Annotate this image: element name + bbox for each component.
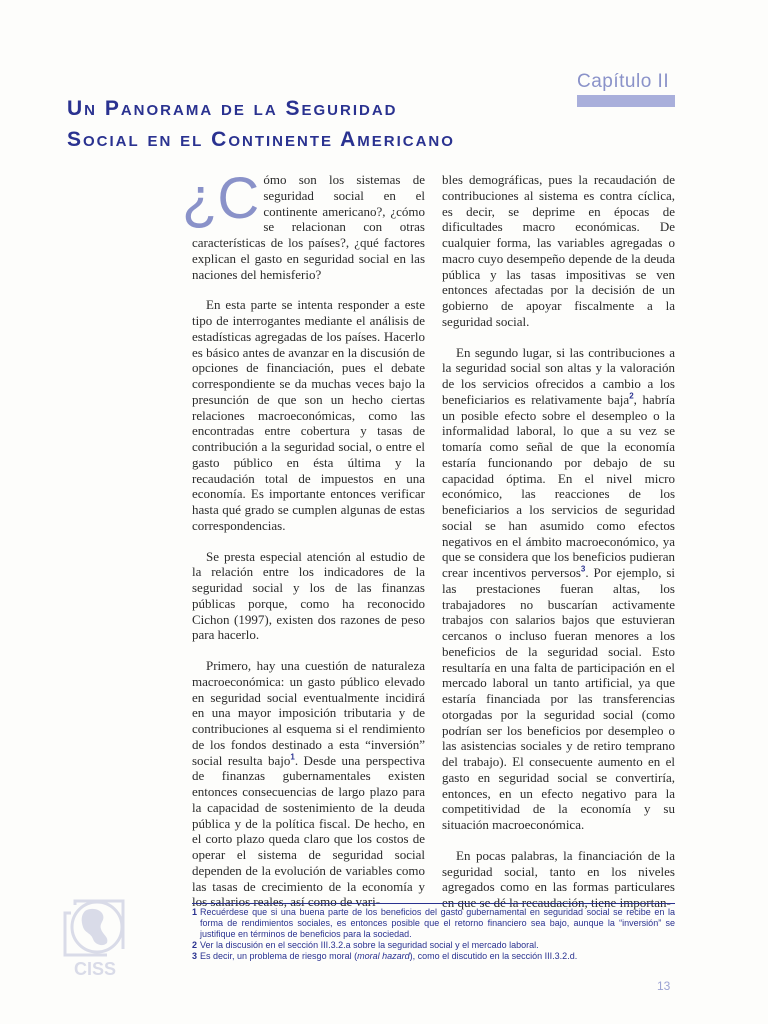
footnote-number: 1	[192, 907, 198, 917]
footnote-text	[200, 951, 577, 961]
paragraph	[192, 658, 425, 910]
footnote-text-part: ), como el discutido en la sección III.3.2.d.	[409, 951, 578, 961]
left-column	[182, 166, 426, 925]
page-number: 13	[657, 979, 671, 993]
footnote-ref-1[interactable]: 1	[290, 752, 295, 762]
paragraph-text: Primero, hay una cuestión de naturaleza macroeconómica: un gasto público elevado en seguridad social eventualmente incidirá en una mayor imposición tributaria y de contribuciones al esquema si el rendimiento de los fondos destinado a esta “inversión” social resulta bajo	[192, 658, 425, 768]
paragraph-text: En segundo lugar, si las contribuciones a la seguridad social son altas y la valoración de los servicios ofrecidos a cambio a los beneficiarios es relativamente baja	[442, 344, 675, 407]
paragraph: Se presta especial atención al estudio de la relación entre los indicadores de la seguridad social y los de las finanzas públicas porque, como ha reconocido Cichon (1997), existen dos razones de peso para hacerlo.	[192, 548, 425, 643]
footnote-2	[192, 940, 675, 951]
paragraph: En pocas palabras, la financiación de la seguridad social, tanto en los niveles agregados como en las formas particulares en que se dé la recaudación, tiene importan-	[442, 847, 675, 910]
footnote-1	[192, 907, 675, 940]
paragraph-intro-text: ómo son los sistemas de seguridad social en el continente americano?, ¿cómo se relacionan con otras características de los países?, ¿qué factores explican el gasto en seguridad social en las naciones del hemisferio?	[192, 172, 425, 282]
footnote-number: 3	[192, 951, 198, 961]
footnote-ref-3[interactable]: 3	[580, 564, 586, 574]
chapter-bar	[577, 95, 675, 107]
drop-cap: ¿C	[182, 166, 260, 231]
paragraph: En esta parte se intenta responder a este tipo de interrogantes mediante el análisis de estadísticas agregadas de los países. Hacerlo es básico antes de avanzar en la discusión de opciones de financiación, pues el debate correspondiente se da muchas veces bajo la presunción de que son un hecho ciertas relaciones macroeconómicas, como las encontradas entre cobertura y tasas de contribución a la seguridad social, o entre el gasto público en ésta última y la recaudación total de impuestos en una economía. Es importante entonces verificar hasta qué grado se cumplen algunas de estas correspondencias.	[192, 297, 425, 533]
chapter-label: Capítulo II	[577, 71, 670, 92]
footnote-text-part: Es decir, un problema de riesgo moral (	[200, 951, 358, 961]
title-line-2: Social en el Continente Americano	[67, 128, 455, 151]
paragraph-text: , habría un posible efecto sobre el desempleo o la informalidad laboral, lo que a su vez se tomaría como señal de que la economía estaría funcionando por debajo de su capacidad óptima. En el nivel micro económico, las reacciones de los beneficiarios a los servicios de seguridad social se han asumido como efectos negativos en el ámbito macroeconómico, ya que se considera que los beneficios pudieran crear incentivos perversos	[442, 391, 676, 580]
chapter-header	[577, 70, 675, 107]
paragraph: bles demográficas, pues la recaudación de contribuciones al sistema es contra cíclica, es decir, se deprime en épocas de dificultades macro económicas. De cualquier forma, las variables agregadas o macro cuyo desempeño depende de la deuda pública y las tasas impositivas se ven entonces afectadas por la decisión de un gobierno de apoyar fiscalmente a la seguridad social.	[442, 172, 675, 329]
footnote-number: 2	[192, 940, 198, 950]
page-title	[67, 93, 455, 155]
paragraph-text: . Desde una perspectiva de finanzas gubernamentales existen entonces consecuencias de largo plazo para la capacidad de sostenimiento de la deuda pública y de la política fiscal. De hecho, en el corto plazo queda claro que los costos de operar el sistema de seguridad social dependen de la evolución de variables como las tasas de crecimiento de la economía y los salarios reales, así como de vari-	[192, 752, 426, 910]
footnote-3	[192, 951, 675, 962]
right-column	[442, 172, 675, 926]
ciss-logo-icon	[59, 893, 131, 979]
footnotes	[192, 903, 675, 962]
paragraph-intro	[182, 166, 425, 282]
footnote-text: Ver la discusión en el sección III.3.2.a sobre la seguridad social y el mercado laboral.	[200, 940, 539, 950]
footnote-text: Recuérdese que si una buena parte de los beneficios del gasto gubernamental en seguridad social se recibe en la forma de rendimientos sociales, es entonces posible que el retorno financiero sea bajo, aunque la “inversión” se justifique en términos de beneficios para la sociedad.	[200, 907, 675, 939]
title-line-1: Un Panorama de la Seguridad	[67, 97, 398, 120]
logo-text: CISS	[73, 959, 117, 979]
paragraph-text: . Por ejemplo, si las prestaciones fueran altas, los trabajadores no buscarían activamente trabajos con salarios bajos que estuvieran cercanos o incluso fueran menores a los beneficios de la seguridad social. Esto resultaría en una falta de participación en el mercado laboral un tanto artificial, ya que estaría financiada por las transferencias otorgadas por la seguridad social (como podrían ser los beneficios por desempleo o las asistencias sociales y de retiro temprano del trabajo). El consecuente aumento en el gasto en seguridad social se convertiría, entonces, en un efecto negativo para la competitividad de la economía y su situación macroeconómica.	[442, 565, 675, 832]
paragraph	[442, 345, 675, 833]
footnote-italic-term: moral hazard	[357, 951, 410, 961]
footnote-ref-2[interactable]: 2	[629, 391, 634, 401]
